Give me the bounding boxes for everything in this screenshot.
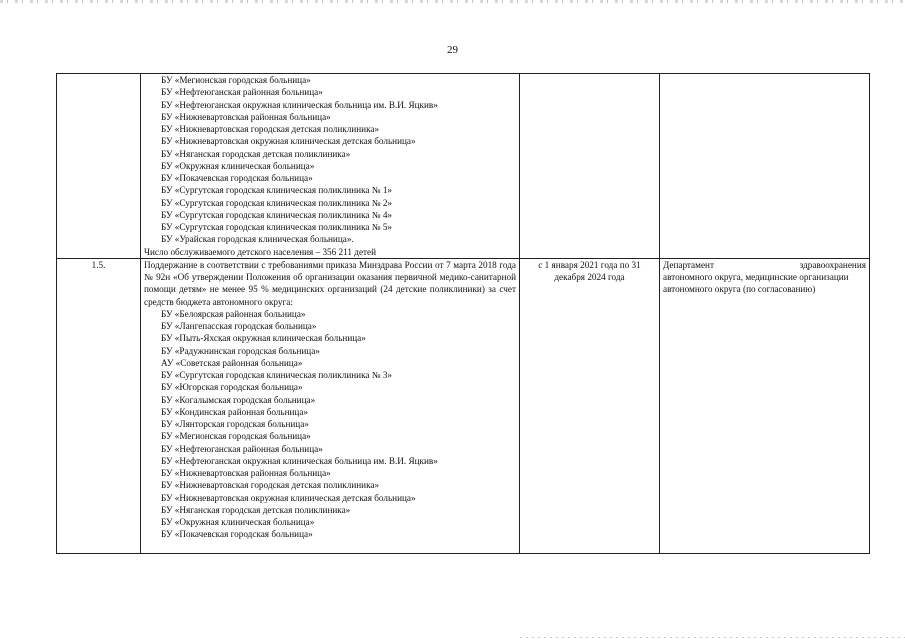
scan-edge-artifact xyxy=(520,637,905,638)
org-list-item: БУ «Югорская городская больница» xyxy=(161,382,303,393)
row-number-cell: 1.5. xyxy=(57,258,141,553)
org-list-item: БУ «Сургутская городская клиническая поликлиника № 1» xyxy=(161,185,393,196)
org-list-item: БУ «Белоярская районная больница» xyxy=(161,308,306,319)
org-list-item: БУ «Покачевская городская больница» xyxy=(161,529,313,540)
org-list-item: БУ «Нефтеюганская окружная клиническая больница им. В.И. Яцкив» xyxy=(161,455,438,466)
org-list-item: БУ «Нижневартовская окружная клиническая детская больница» xyxy=(161,492,416,503)
org-list-item: БУ «Радужнинская городская больница» xyxy=(161,345,320,356)
child-population-note: Число обслуживаемого детского населения – 356 211 детей xyxy=(144,246,377,257)
org-list-item: БУ «Пыть-Яхская окружная клиническая больница» xyxy=(161,333,366,344)
page-number: 29 xyxy=(447,44,458,56)
org-list-item: БУ «Мегионская городская больница» xyxy=(161,75,311,85)
org-list-item: БУ «Сургутская городская клиническая поликлиника № 3» xyxy=(161,370,393,380)
org-list-item: БУ «Нижневартовская районная больница» xyxy=(161,111,331,122)
org-list-item: БУ «Нефтеюганская районная больница» xyxy=(161,87,323,98)
org-list-item: БУ «Нефтеюганская районная больница» xyxy=(161,443,323,454)
activity-cell xyxy=(141,258,520,553)
org-list-item: БУ «Мегионская городская больница» xyxy=(161,431,311,442)
table-row xyxy=(57,74,870,259)
activity-description: Поддержание в соответствии с требованиями приказа Минздрава России от 7 марта 2018 года № 92н «Об утверждении Положения об организации оказания первичной медико-санитарной помощи детям» не менее 95 % медицинских организаций (24 детские поликлиники) за счет средств бюджета автономного округа: xyxy=(144,259,516,307)
org-list-item: БУ «Няганская городская детская поликлиника» xyxy=(161,148,351,159)
org-list-item: БУ «Урайская городская клиническая больница». xyxy=(161,234,354,245)
responsible-cell xyxy=(660,74,870,259)
org-list-item: БУ «Лангепасская городская больница» xyxy=(161,321,317,331)
activity-cell xyxy=(141,74,520,259)
org-list-item: БУ «Кондинская районная больница» xyxy=(161,406,308,417)
table-row xyxy=(57,258,870,553)
org-list-item: БУ «Покачевская городская больница» xyxy=(161,173,313,183)
org-list-item: БУ «Лянторская городская больница» xyxy=(161,419,309,429)
org-list-item: БУ «Окружная клиническая больница» xyxy=(161,517,315,527)
org-list-item: БУ «Нижневартовская городская детская поликлиника» xyxy=(161,124,380,134)
org-list-item: БУ «Когалымская городская больница» xyxy=(161,394,316,405)
responsible-text: автономного округа, медицинские организации автономного округа (по согласованию) xyxy=(663,272,849,295)
responsible-first-line xyxy=(663,259,866,271)
responsible-word: Департамент xyxy=(663,259,714,270)
org-list-item: БУ «Няганская городская детская поликлиника» xyxy=(161,504,351,515)
row-number-cell xyxy=(57,74,141,259)
org-list-item: АУ «Советская районная больница» xyxy=(161,357,303,368)
org-list-item: БУ «Нижневартовская окружная клиническая детская больница» xyxy=(161,136,416,147)
org-list-item: БУ «Сургутская городская клиническая поликлиника № 2» xyxy=(161,197,393,208)
org-list-item: БУ «Сургутская городская клиническая поликлиника № 5» xyxy=(161,222,393,232)
measures-table xyxy=(56,73,870,554)
term-cell xyxy=(520,74,660,259)
org-list-item: БУ «Нижневартовская районная больница» xyxy=(161,468,331,478)
term-cell: с 1 января 2021 года по 31 декабря 2024 года xyxy=(520,258,660,553)
responsible-cell xyxy=(660,258,870,553)
org-list-item: БУ «Нефтеюганская окружная клиническая больница им. В.И. Яцкив» xyxy=(161,99,438,110)
scan-edge-artifact xyxy=(0,0,905,3)
org-list-item: БУ «Нижневартовская городская детская поликлиника» xyxy=(161,480,380,491)
responsible-word: здравоохранения xyxy=(799,259,866,270)
org-list-item: БУ «Сургутская городская клиническая поликлиника № 4» xyxy=(161,209,393,220)
org-list-item: БУ «Окружная клиническая больница» xyxy=(161,160,315,171)
